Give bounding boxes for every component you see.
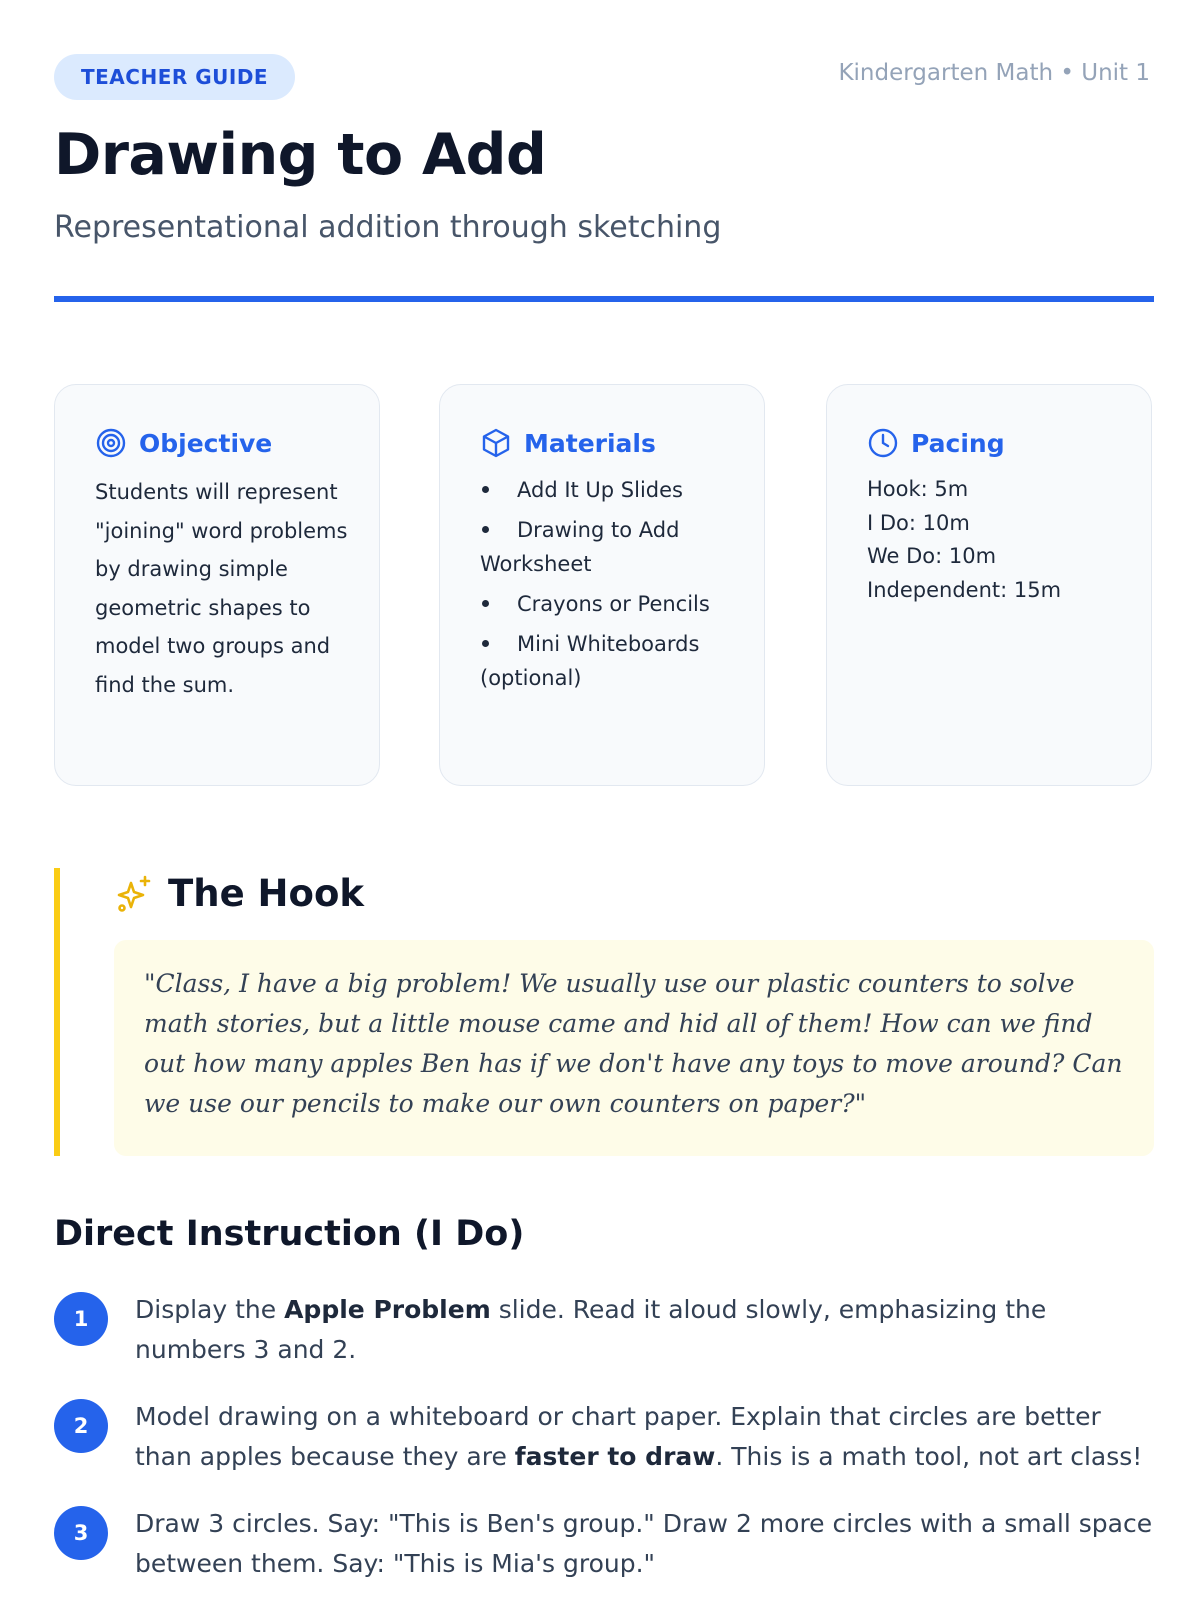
instruction-step bbox=[54, 1397, 1154, 1477]
header-divider bbox=[54, 296, 1154, 302]
pacing-header bbox=[867, 427, 1121, 459]
list-item: Independent: 15m bbox=[867, 577, 1062, 602]
hook-accent-bar bbox=[54, 868, 60, 1156]
objective-title: Objective bbox=[139, 428, 273, 458]
list-item: Mini Whiteboards (optional) bbox=[480, 627, 734, 695]
teacher-guide-badge: TEACHER GUIDE bbox=[54, 54, 295, 100]
direct-instruction-title: Direct Instruction (I Do) bbox=[54, 1214, 525, 1254]
list-item: I Do: 10m bbox=[867, 510, 970, 535]
pacing-title: Pacing bbox=[911, 428, 1005, 458]
step-number-badge: 1 bbox=[54, 1292, 108, 1346]
instruction-step bbox=[54, 1290, 1154, 1370]
step-number-badge: 2 bbox=[54, 1399, 108, 1453]
step-text: Display the Apple Problem slide. Read it aloud slowly, emphasizing the numbers 3 and 2. bbox=[135, 1295, 1047, 1364]
hook-title: The Hook bbox=[168, 872, 364, 915]
materials-list bbox=[480, 473, 734, 695]
list-item: Crayons or Pencils bbox=[480, 587, 734, 621]
step-text: Model drawing on a whiteboard or chart paper. Explain that circles are better than apples because they are faster to draw. This is a math tool, not art class! bbox=[135, 1402, 1143, 1471]
objective-header bbox=[95, 427, 349, 459]
course-unit-label: Kindergarten Math • Unit 1 bbox=[838, 60, 1150, 86]
pacing-card bbox=[826, 384, 1152, 786]
materials-title: Materials bbox=[524, 428, 656, 458]
sparkles-icon bbox=[114, 874, 154, 914]
materials-header bbox=[480, 427, 734, 459]
list-item: We Do: 10m bbox=[867, 544, 997, 568]
page-title: Drawing to Add bbox=[54, 122, 547, 188]
hook-quote: "Class, I have a big problem! We usually use our plastic counters to solve math stories, but a little mouse came and hid all of them! How can we find out how many apples Ben has if we don't have any toys to move around? Can we use our pencils to make our own counters on paper?" bbox=[114, 940, 1154, 1156]
list-item: Add It Up Slides bbox=[480, 473, 734, 507]
instruction-step bbox=[54, 1504, 1154, 1584]
list-item: Drawing to Add Worksheet bbox=[480, 513, 734, 581]
cube-icon bbox=[480, 427, 512, 459]
pacing-list bbox=[867, 473, 1121, 607]
objective-card bbox=[54, 384, 380, 786]
step-text: Draw 3 circles. Say: "This is Ben's group." Draw 2 more circles with a small space between them. Say: "This is Mia's group." bbox=[135, 1509, 1153, 1578]
target-icon bbox=[95, 427, 127, 459]
clock-icon bbox=[867, 427, 899, 459]
page-subtitle: Representational addition through sketching bbox=[54, 210, 722, 245]
step-number-badge: 3 bbox=[54, 1506, 108, 1560]
list-item: Hook: 5m bbox=[867, 477, 969, 501]
materials-card bbox=[439, 384, 765, 786]
objective-text: Students will represent "joining" word problems by drawing simple geometric shapes to model two groups and find the sum. bbox=[95, 480, 348, 697]
hook-header bbox=[114, 872, 364, 915]
